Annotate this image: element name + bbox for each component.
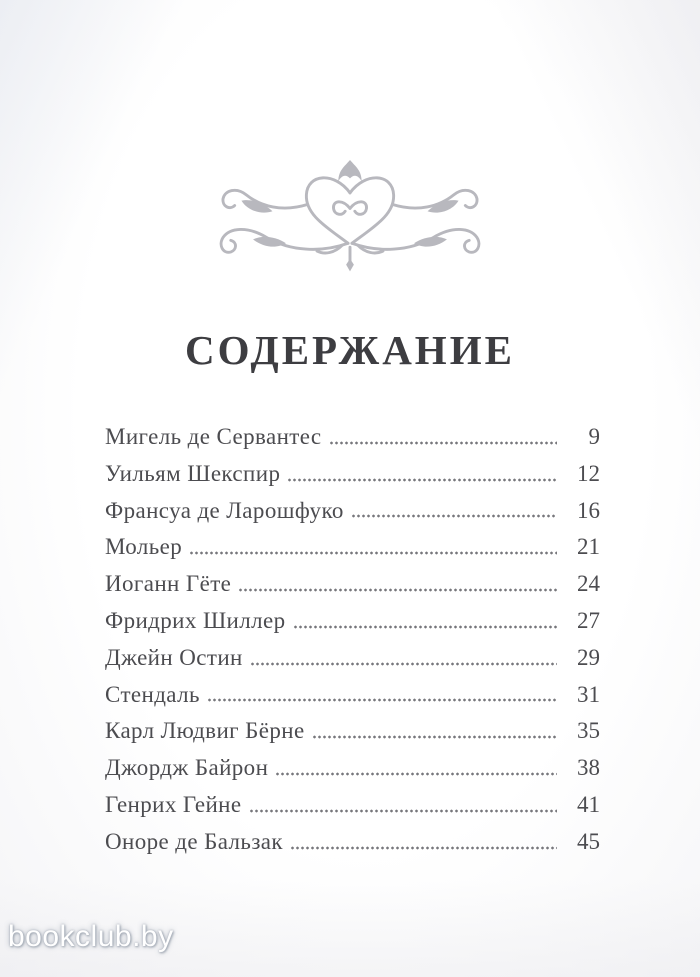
toc-row: [105, 419, 600, 456]
flourish-ornament-icon: [185, 158, 515, 289]
toc-entry-name: Генрих Гейне: [105, 791, 242, 817]
toc-entry-page: 21: [577, 534, 600, 560]
toc-entry-page: 29: [577, 644, 600, 670]
toc-entry-name: Джордж Байрон: [105, 755, 269, 781]
dot-leader: [208, 698, 557, 702]
dot-leader: [276, 772, 557, 776]
toc-entry-page: 45: [577, 828, 600, 854]
toc-row: [105, 529, 600, 566]
table-of-contents: [105, 419, 600, 861]
toc-entry-name: Иоганн Гёте: [105, 571, 232, 597]
toc-row: [105, 824, 600, 861]
dot-leader: [239, 588, 557, 592]
dot-leader: [288, 478, 557, 482]
toc-entry-name: Карл Людвиг Бёрне: [105, 718, 305, 744]
toc-entry-name: Уильям Шекспир: [105, 460, 281, 486]
toc-entry-name: Стендаль: [105, 681, 200, 707]
dot-leader: [250, 809, 558, 813]
toc-entry-page: 24: [577, 571, 600, 597]
toc-entry-page: 38: [577, 755, 600, 781]
toc-row: [105, 713, 600, 750]
toc-entry-page: 35: [577, 718, 600, 744]
toc-row: [105, 493, 600, 530]
dot-leader: [251, 662, 557, 666]
toc-entry-name: Фридрих Шиллер: [105, 607, 286, 633]
dot-leader: [352, 514, 557, 518]
bookclub-watermark: bookclub.by: [8, 920, 174, 953]
toc-entry-name: Мигель де Сервантес: [105, 424, 322, 449]
toc-entry-page: 41: [577, 791, 600, 817]
toc-row: [105, 566, 600, 603]
dot-leader: [291, 846, 557, 850]
toc-entry-name: Мольер: [105, 534, 183, 560]
toc-row: [105, 603, 600, 640]
toc-entry-page: 31: [577, 681, 600, 707]
page-title: СОДЕРЖАНИЕ: [185, 327, 515, 373]
toc-entry-name: Джейн Остин: [105, 644, 243, 670]
toc-entry-name: Оноре де Бальзак: [105, 828, 283, 854]
dot-leader: [313, 735, 557, 739]
toc-entry-page: 12: [577, 460, 600, 486]
toc-entry-page: 16: [577, 497, 600, 523]
toc-entry-page: 27: [577, 607, 600, 633]
dot-leader: [294, 625, 557, 629]
dot-leader: [330, 441, 557, 445]
toc-entry-page: 9: [588, 424, 600, 449]
dot-leader: [190, 551, 557, 555]
toc-row: [105, 750, 600, 787]
toc-row: [105, 787, 600, 824]
toc-row: [105, 456, 600, 493]
toc-entry-name: Франсуа де Ларошфуко: [105, 497, 344, 523]
toc-row: [105, 640, 600, 677]
toc-row: [105, 677, 600, 714]
